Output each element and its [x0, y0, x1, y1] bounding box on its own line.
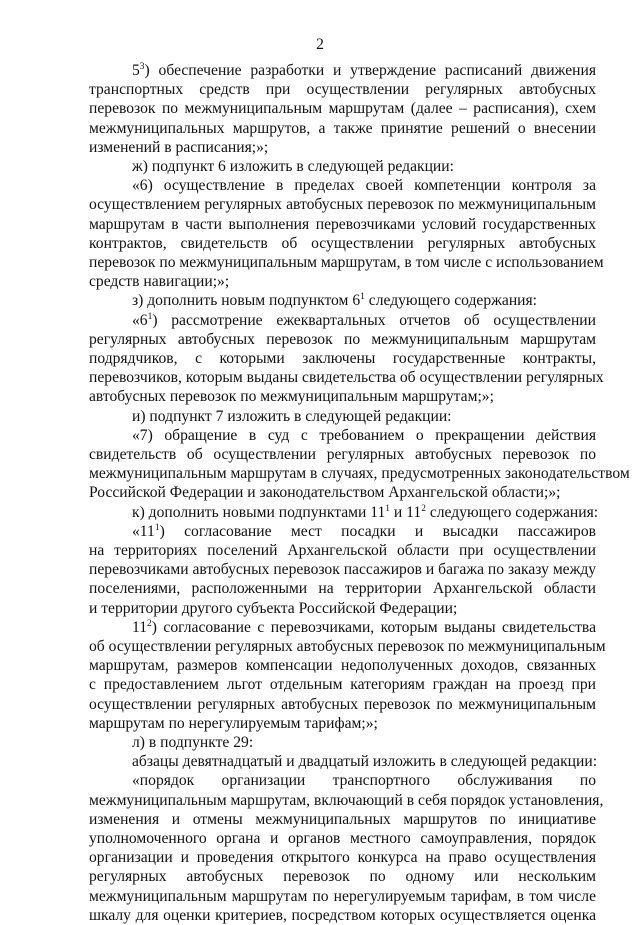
- text-segment: регулярных автобусных перевозок по межмуниципальным маршрутам: [89, 330, 596, 348]
- text-line: [89, 331, 596, 349]
- text-line: [132, 427, 596, 445]
- text-segment: «6: [132, 311, 148, 329]
- text-line: [89, 696, 596, 714]
- text-line: [132, 503, 599, 522]
- text-segment: ) согласование с перевозчиками, которым выданы свидетельства: [151, 618, 596, 636]
- text-segment: свидетельств об осуществлении регулярных автобусных перевозок по: [89, 446, 596, 463]
- superscript: 1: [385, 503, 391, 514]
- text-segment: «6) осуществление в пределах своей компетенции контроля за: [132, 177, 596, 195]
- superscript: 3: [139, 62, 145, 72]
- text-segment: маршрутам по нерегулируемым тарифам;»;: [89, 714, 378, 732]
- text-segment: регулярных автобусных перевозок по одному или нескольким: [89, 868, 596, 886]
- text-line: [89, 715, 596, 733]
- superscript: 1: [154, 522, 160, 533]
- text-line: [132, 62, 596, 80]
- text-line: [89, 830, 596, 848]
- text-segment: 11: [132, 618, 148, 636]
- text-segment: средств навигации;»;: [89, 273, 230, 291]
- text-line: [89, 849, 596, 867]
- superscript: 2: [147, 618, 152, 629]
- text-segment: межмуниципальным маршрутам по нерегулируемым тарифам, в том числе: [89, 887, 596, 905]
- superscript: 2: [421, 503, 426, 514]
- text-segment: маршрутам в части выполнения перевозчиками условий государственных: [89, 215, 596, 233]
- text-line: [132, 158, 596, 176]
- text-segment: перевозок по межмуниципальным маршрутам (далее – расписания), схем: [89, 100, 596, 118]
- text-segment: межмуниципальным маршрутам, включающий в себя порядок установления,: [89, 791, 604, 809]
- text-segment: следующего содержания:: [425, 503, 599, 521]
- text-segment: «11: [132, 522, 155, 540]
- superscript: 1: [147, 311, 153, 322]
- text-segment: транспортных средств при осуществлении регулярных автобусных: [89, 81, 596, 99]
- text-segment: с предоставлением льгот отдельным категориям граждан на проезд при: [89, 676, 596, 694]
- text-segment: ) рассмотрение ежеквартальных отчетов об осуществлении: [152, 311, 596, 329]
- text-segment: изменения и отмены межмуниципальных маршрутов по инициативе: [89, 810, 596, 828]
- text-segment: «порядок организации транспортного обслуживания по: [132, 772, 596, 790]
- text-line: [89, 600, 596, 618]
- text-segment: организации и проведения открытого конкурса на право осуществления: [89, 849, 596, 867]
- text-segment: перевозок по межмуниципальным маршрутам, в том числе с использованием: [89, 254, 604, 271]
- text-segment: следующего содержания:: [364, 292, 538, 310]
- text-segment: 5: [132, 62, 140, 79]
- text-segment: и территории другого субъекта Российской Федерации;: [89, 599, 458, 617]
- text-segment: межмуниципальных маршрутов, а также принятие решений о внесении: [89, 119, 596, 137]
- text-segment: абзацы девятнадцатый и двадцатый изложить в следующей редакции:: [132, 753, 598, 771]
- text-line: [89, 791, 604, 810]
- text-segment: ) согласование мест посадки и высадки пассажиров: [159, 522, 596, 540]
- text-line: [89, 465, 630, 483]
- text-segment: Российской Федерации и законодательством Архангельской области;»;: [89, 484, 561, 502]
- text-segment: ж) подпункт 6 изложить в следующей редакции:: [132, 158, 454, 175]
- text-line: [89, 139, 596, 157]
- text-segment: межмуниципальным маршрутам в случаях, предусмотренных законодательством: [89, 465, 630, 483]
- text-segment: подрядчиков, с которыми заключены государственные контракты,: [89, 350, 596, 367]
- text-line: [132, 734, 596, 752]
- text-line: [89, 254, 604, 272]
- text-segment: на территориях поселений Архангельской области при осуществлении: [89, 542, 596, 559]
- text-line: [89, 907, 596, 925]
- text-line: [89, 446, 596, 464]
- text-segment: перевозчиков, которым выданы свидетельства об осуществлении регулярных: [89, 369, 604, 387]
- text-segment: и) подпункт 7 изложить в следующей редакции:: [132, 407, 452, 425]
- text-segment: л) в подпункте 29:: [132, 734, 254, 751]
- text-line: [89, 235, 596, 253]
- text-line: [132, 619, 596, 637]
- text-line: [89, 120, 596, 138]
- text-segment: автобусных перевозок по межмуниципальным маршрутам;»;: [89, 388, 494, 406]
- text-segment: з) дополнить новым подпунктом 6: [132, 292, 361, 310]
- text-line: [132, 177, 596, 195]
- text-line: [89, 388, 596, 406]
- text-line: [132, 523, 596, 541]
- text-segment: поселениями, расположенными на территории Архангельской области: [89, 580, 596, 598]
- text-line: [89, 100, 596, 118]
- superscript: 1: [360, 292, 365, 303]
- text-line: [89, 657, 596, 675]
- page-number: 2: [316, 36, 324, 53]
- text-line: [89, 561, 596, 579]
- text-segment: осуществлением регулярных автобусных перевозок по межмуниципальным: [89, 196, 596, 214]
- text-segment: осуществлении регулярных автобусных перевозок по межмуниципальным: [89, 695, 596, 713]
- text-line: [89, 350, 596, 368]
- text-line: [132, 292, 596, 310]
- text-line: [132, 772, 596, 790]
- text-line: [89, 888, 596, 906]
- text-line: [89, 273, 596, 291]
- text-line: [89, 196, 596, 214]
- text-line: [132, 312, 596, 330]
- text-line: [89, 868, 596, 886]
- text-line: [89, 811, 596, 829]
- text-line: [89, 542, 596, 560]
- text-segment: «7) обращение в суд с требованием о прекращении действия: [132, 426, 596, 444]
- text-line: [89, 484, 596, 502]
- text-segment: маршрутам, размеров компенсации недополученных доходов, связанных: [89, 657, 596, 675]
- text-line: [132, 408, 596, 426]
- text-line: [132, 753, 596, 771]
- text-line: [89, 676, 596, 694]
- text-segment: к) дополнить новыми подпунктами 11: [132, 503, 386, 521]
- text-line: [89, 580, 596, 598]
- text-segment: об осуществлении регулярных автобусных перевозок по межмуниципальным: [89, 638, 606, 655]
- text-segment: перевозчиками автобусных перевозок пассажиров и багажа по заказу между: [89, 561, 597, 579]
- text-line: [89, 216, 596, 234]
- text-line: [89, 369, 604, 387]
- text-segment: контрактов, свидетельств об осуществлении регулярных автобусных: [89, 234, 596, 252]
- text-line: [89, 81, 596, 99]
- text-segment: и 11: [390, 503, 422, 521]
- text-line: [89, 638, 606, 656]
- text-segment: уполномоченного органа и органов местного самоуправления, порядок: [89, 830, 596, 847]
- text-segment: изменений в расписания;»;: [89, 138, 269, 156]
- text-segment: шкалу для оценки критериев, посредством которых осуществляется оценка: [89, 906, 596, 924]
- text-segment: ) обеспечение разработки и утверждение расписаний движения: [144, 62, 596, 79]
